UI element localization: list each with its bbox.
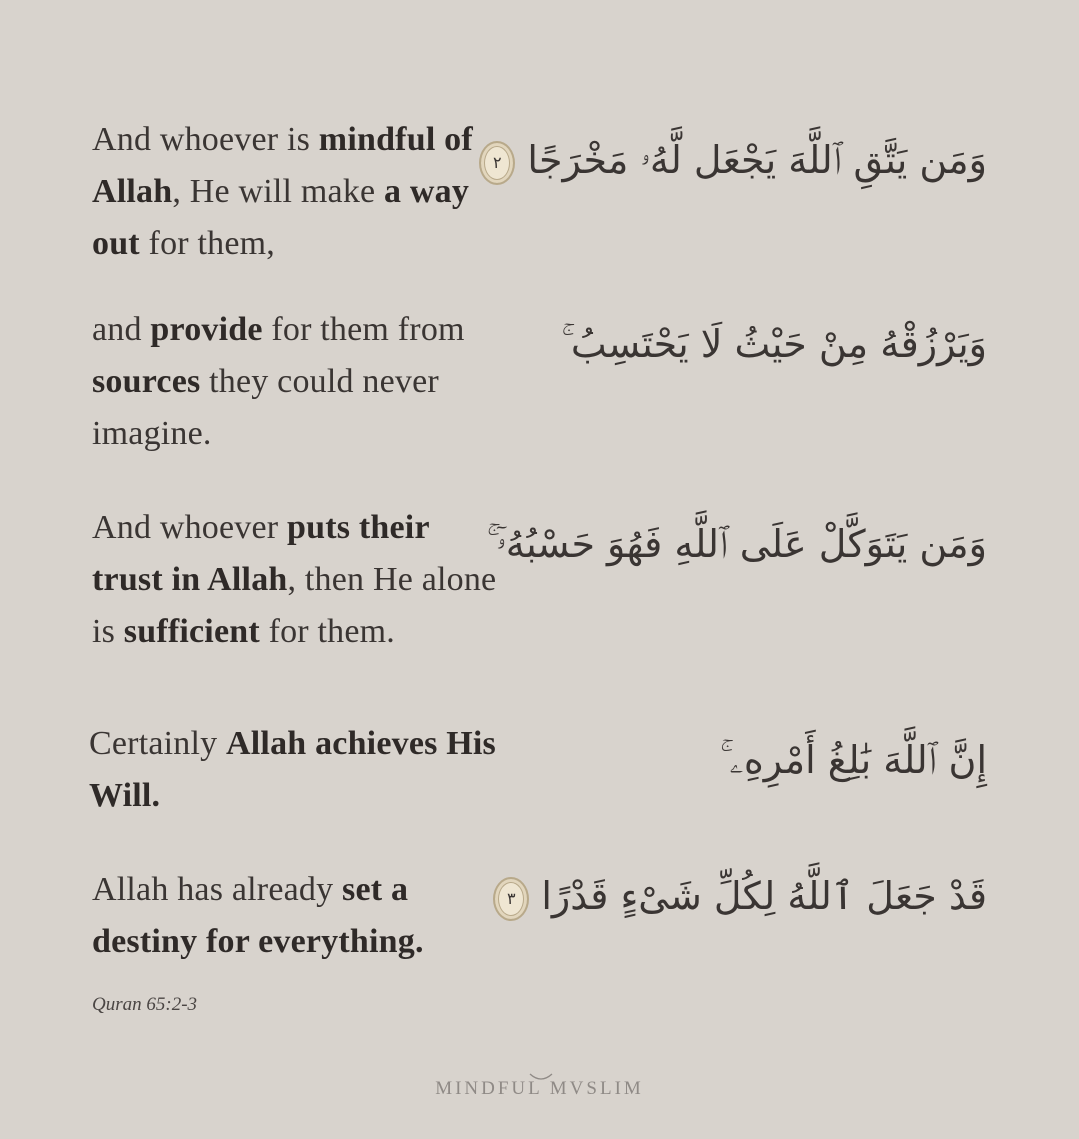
translation-2-part-4: sources (92, 363, 201, 400)
translation-3-part-4: sufficient (123, 613, 260, 650)
translation-2 (92, 304, 502, 460)
translation-2-part-3: for them from (262, 311, 465, 348)
arabic-text-4: إِنَّ ٱللَّهَ بَٰلِغُ أَمْرِهِۦ ۚ (719, 738, 987, 782)
translation-3-part-3: , then He alone is (92, 561, 497, 650)
translation-4-part-2: Allah achieves His Will. (89, 725, 496, 814)
translation-1-part-4: a way out (92, 173, 470, 262)
ayah-number-marker-icon: ٣ (493, 877, 529, 921)
translation-5-part-2: set a destiny for everything. (92, 871, 424, 960)
arabic-verse-5 (485, 870, 987, 922)
translation-2-part-1: and (92, 311, 151, 348)
translation-3-part-5: for them. (259, 613, 396, 650)
translation-1-part-2: mindful of Allah (92, 121, 473, 210)
translation-2-part-5: they could never imagine. (92, 363, 439, 452)
arabic-verse-1 (471, 134, 987, 186)
translation-2-part-2: provide (150, 311, 263, 348)
arabic-text-2: وَيَرْزُقْهُ مِنْ حَيْثُ لَا يَحْتَسِبُ ۚ (561, 322, 987, 366)
arabic-text-1: وَمَن يَتَّقِ ٱللَّهَ يَجْعَل لَّهُۥ مَخْرَجًا (527, 138, 987, 182)
arabic-verse-3 (487, 518, 987, 570)
translation-4 (89, 718, 499, 822)
translation-5 (92, 864, 502, 968)
translation-4-part-1: Certainly (89, 725, 227, 762)
brand-logo: MINDFUL MVSLIM (435, 1078, 644, 1099)
translation-1-part-3: , He will make (172, 173, 385, 210)
translation-3 (92, 502, 502, 658)
translation-3-part-2: puts their trust in Allah (92, 509, 430, 598)
arabic-verse-2 (561, 318, 987, 370)
translation-1-part-5: for them, (139, 225, 275, 262)
translation-5-part-1: Allah has already (92, 871, 343, 908)
translation-3-part-1: And whoever (92, 509, 288, 546)
arabic-verse-4 (720, 734, 987, 786)
ayah-number-marker-icon: ٢ (479, 141, 515, 185)
translation-1 (92, 114, 502, 270)
translation-1-part-1: And whoever is (92, 121, 319, 158)
quran-citation: Quran 65:2-3 (92, 994, 198, 1015)
arabic-text-3: وَمَن يَتَوَكَّلْ عَلَى ٱللَّهِ فَهُوَ حَسْبُهُۥٓ ۚ (486, 522, 987, 566)
arabic-text-5: قَدْ جَعَلَ ٱللَّهُ لِكُلِّ شَىْءٍ قَدْرًا (541, 874, 987, 918)
